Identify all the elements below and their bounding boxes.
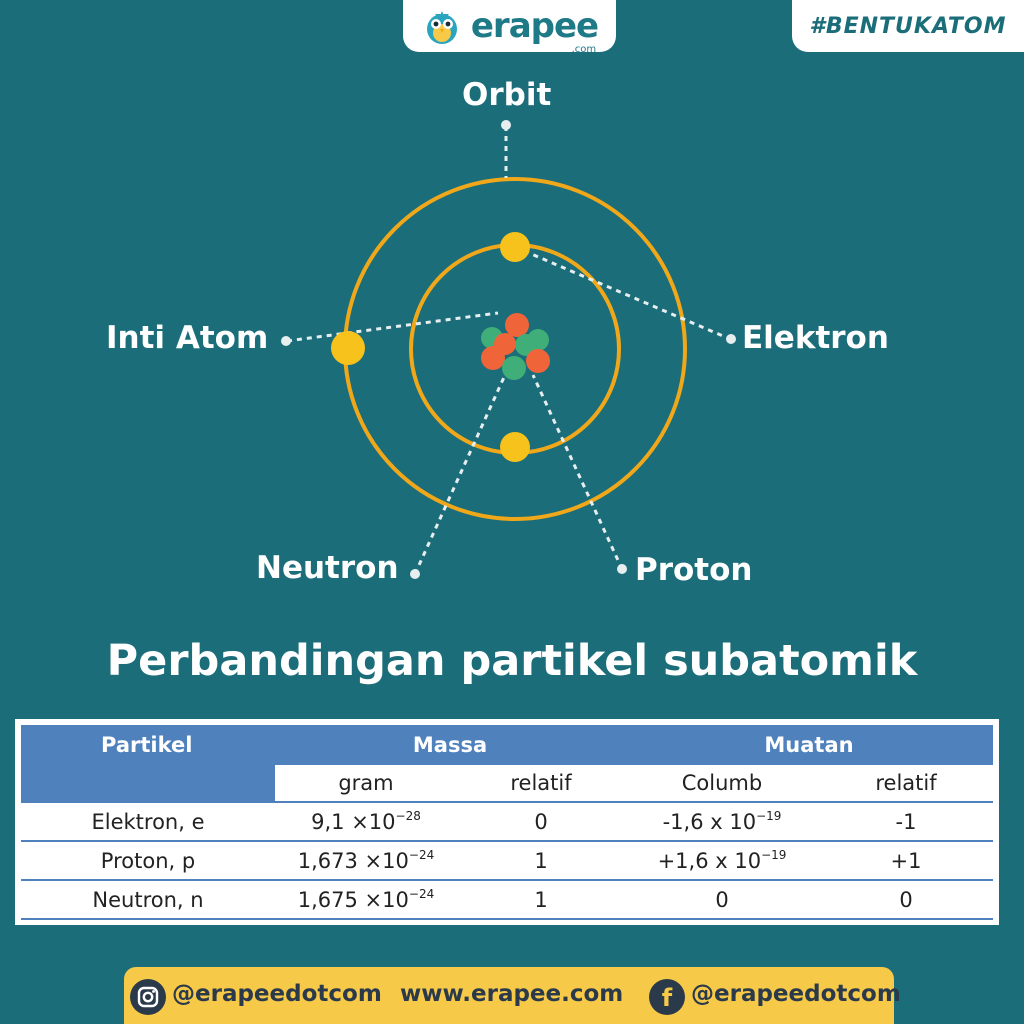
table-row	[21, 802, 993, 841]
instagram-handle[interactable]: @erapeedotcom	[172, 981, 382, 1007]
pointer-proton	[617, 564, 627, 574]
nucleus	[481, 313, 550, 380]
cell-relatif-muatan: -1	[819, 802, 993, 841]
subheader-columb: Columb	[625, 765, 819, 802]
header-muatan: Muatan	[625, 725, 993, 765]
subheader-blank	[21, 765, 275, 802]
electron-left	[331, 331, 365, 365]
leader-elektron	[515, 247, 730, 339]
pointer-orbit	[501, 120, 511, 130]
leader-proton	[533, 375, 622, 569]
inner-orbit	[411, 245, 619, 453]
electron-top	[500, 232, 530, 262]
cell-columb: 0	[625, 880, 819, 919]
website-link[interactable]: www.erapee.com	[400, 981, 624, 1007]
proton-ball	[481, 346, 505, 370]
neutron-ball	[502, 356, 526, 380]
instagram-icon[interactable]	[130, 979, 166, 1015]
cell-partikel: Proton, p	[21, 841, 275, 880]
pointer-elektron	[726, 334, 736, 344]
leader-inti-atom	[287, 313, 498, 341]
cell-relatif-massa: 1	[457, 841, 625, 880]
cell-gram: $9,1 \times 10^{-28}$	[275, 802, 457, 841]
footer-bar	[124, 967, 901, 1024]
label-inti-atom: Inti Atom	[106, 320, 269, 356]
outer-orbit	[345, 179, 685, 519]
brand-sub: .com	[571, 44, 597, 55]
label-proton: Proton	[635, 552, 753, 588]
cell-partikel: Elektron, e	[21, 802, 275, 841]
label-neutron: Neutron	[256, 550, 399, 586]
pointer-inti-atom	[281, 336, 291, 346]
label-orbit: Orbit	[462, 77, 552, 113]
label-elektron: Elektron	[742, 320, 889, 356]
table-row	[21, 880, 993, 919]
hashtag-text: #BENTUKATOM	[809, 13, 1007, 39]
header-partikel: Partikel	[21, 725, 275, 765]
page-title: Perbandingan partikel subatomik	[106, 636, 918, 686]
brand-name: erapee .com	[470, 6, 599, 55]
header-massa: Massa	[275, 725, 625, 765]
electron-bottom	[500, 432, 530, 462]
facebook-icon[interactable]: f	[649, 979, 685, 1015]
subheader-relatif-muatan: relatif	[819, 765, 993, 802]
cell-partikel: Neutron, n	[21, 880, 275, 919]
table-header-row	[21, 725, 993, 765]
cell-relatif-muatan: 0	[819, 880, 993, 919]
cell-gram: $1,673 \times 10^{-24}$	[275, 841, 457, 880]
cell-columb: +1,6 x $10^{-19}$	[625, 841, 819, 880]
table-subheader-row	[21, 765, 993, 802]
pointer-neutron	[410, 569, 420, 579]
cell-relatif-muatan: +1	[819, 841, 993, 880]
proton-ball	[526, 349, 550, 373]
facebook-handle[interactable]: @erapeedotcom	[691, 981, 901, 1007]
cell-gram: $1,675 \times 10^{-24}$	[275, 880, 457, 919]
subatomic-table	[15, 719, 999, 925]
proton-ball	[505, 313, 529, 337]
table-row	[21, 841, 993, 880]
cell-columb: -1,6 x $10^{-19}$	[625, 802, 819, 841]
cell-relatif-massa: 1	[457, 880, 625, 919]
subheader-gram: gram	[275, 765, 457, 802]
cell-relatif-massa: 0	[457, 802, 625, 841]
subheader-relatif-massa: relatif	[457, 765, 625, 802]
